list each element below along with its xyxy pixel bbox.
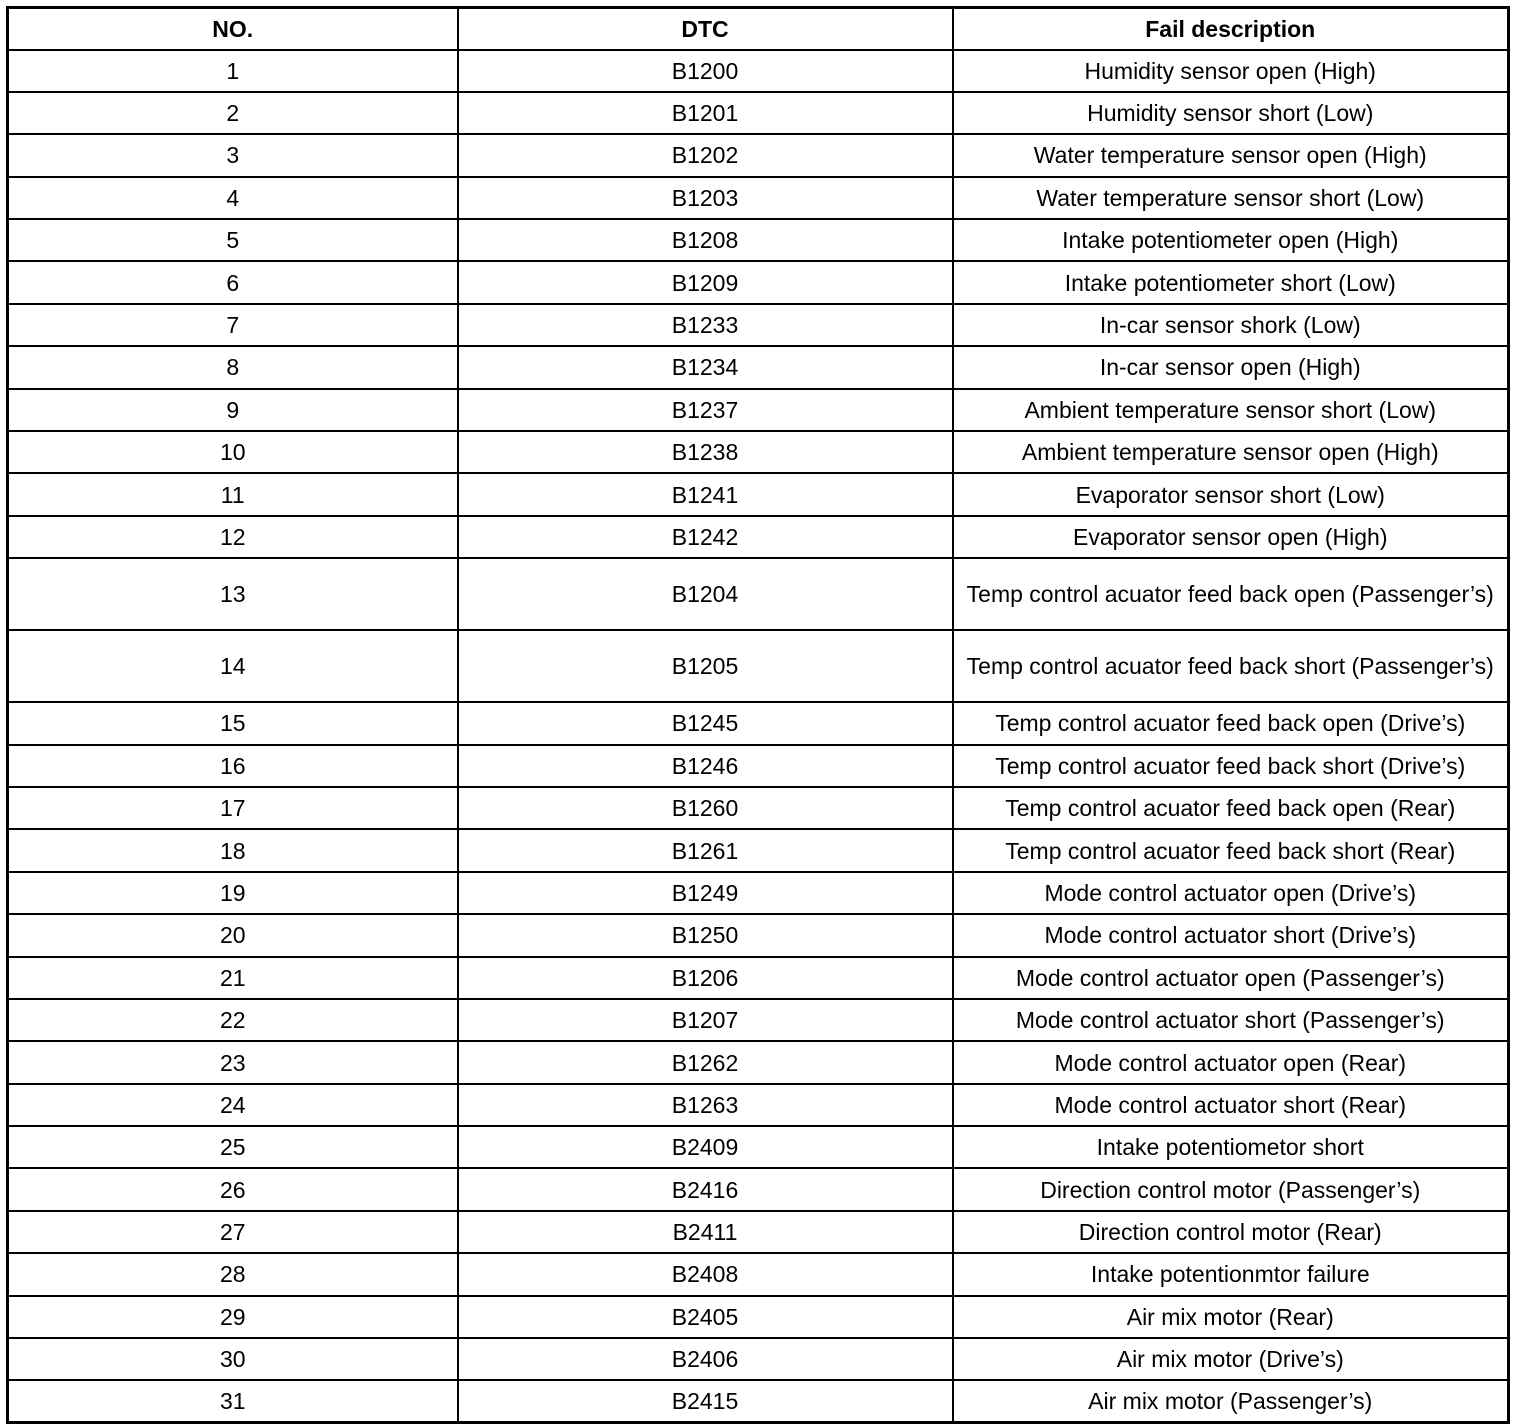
cell-dtc: B1261	[458, 829, 953, 871]
table-row	[8, 1168, 1509, 1210]
cell-dtc: B1237	[458, 389, 953, 431]
cell-fail-description: Air mix motor (Rear)	[953, 1296, 1509, 1338]
cell-fail-description: Intake potentiometer short (Low)	[953, 261, 1509, 303]
cell-no: 10	[8, 431, 458, 473]
cell-no: 11	[8, 473, 458, 515]
cell-dtc: B2408	[458, 1253, 953, 1295]
cell-dtc: B2409	[458, 1126, 953, 1168]
cell-dtc: B1204	[458, 558, 953, 630]
cell-fail-description: Water temperature sensor short (Low)	[953, 177, 1509, 219]
cell-fail-description: In-car sensor shork (Low)	[953, 304, 1509, 346]
cell-no: 28	[8, 1253, 458, 1295]
cell-fail-description: Temp control acuator feed back open (Rear)	[953, 787, 1509, 829]
table-row	[8, 389, 1509, 431]
cell-no: 19	[8, 872, 458, 914]
table-row	[8, 630, 1509, 702]
table-row	[8, 558, 1509, 630]
cell-dtc: B1263	[458, 1084, 953, 1126]
table-row	[8, 745, 1509, 787]
cell-dtc: B1209	[458, 261, 953, 303]
cell-dtc: B2415	[458, 1380, 953, 1422]
cell-dtc: B2405	[458, 1296, 953, 1338]
cell-no: 7	[8, 304, 458, 346]
cell-no: 5	[8, 219, 458, 261]
cell-no: 15	[8, 702, 458, 744]
cell-no: 22	[8, 999, 458, 1041]
cell-dtc: B1250	[458, 914, 953, 956]
cell-no: 25	[8, 1126, 458, 1168]
table-row	[8, 431, 1509, 473]
cell-dtc: B2411	[458, 1211, 953, 1253]
header-dtc: DTC	[458, 8, 953, 50]
cell-fail-description: Temp control acuator feed back short (Passenger’s)	[953, 630, 1509, 702]
cell-no: 17	[8, 787, 458, 829]
cell-fail-description: Mode control actuator short (Drive’s)	[953, 914, 1509, 956]
cell-fail-description: Direction control motor (Passenger’s)	[953, 1168, 1509, 1210]
cell-fail-description: Temp control acuator feed back open (Passenger’s)	[953, 558, 1509, 630]
table-row	[8, 1338, 1509, 1380]
table-body	[8, 50, 1509, 1423]
table-row	[8, 914, 1509, 956]
cell-no: 12	[8, 516, 458, 558]
cell-fail-description: Temp control acuator feed back open (Drive’s)	[953, 702, 1509, 744]
cell-no: 9	[8, 389, 458, 431]
cell-dtc: B1234	[458, 346, 953, 388]
cell-dtc: B1200	[458, 50, 953, 92]
cell-dtc: B1205	[458, 630, 953, 702]
cell-dtc: B1206	[458, 957, 953, 999]
header-no: NO.	[8, 8, 458, 50]
table-row	[8, 1084, 1509, 1126]
cell-fail-description: Temp control acuator feed back short (Drive’s)	[953, 745, 1509, 787]
table-row	[8, 219, 1509, 261]
table-row	[8, 1380, 1509, 1422]
cell-fail-description: Air mix motor (Passenger’s)	[953, 1380, 1509, 1422]
table-row	[8, 1253, 1509, 1295]
cell-dtc: B1238	[458, 431, 953, 473]
cell-dtc: B1207	[458, 999, 953, 1041]
cell-no: 6	[8, 261, 458, 303]
cell-no: 21	[8, 957, 458, 999]
table-row	[8, 872, 1509, 914]
cell-dtc: B1242	[458, 516, 953, 558]
table-row	[8, 346, 1509, 388]
cell-fail-description: Mode control actuator short (Passenger’s)	[953, 999, 1509, 1041]
table-row	[8, 829, 1509, 871]
cell-fail-description: Intake potentionmtor failure	[953, 1253, 1509, 1295]
table-row	[8, 1126, 1509, 1168]
cell-dtc: B1262	[458, 1041, 953, 1083]
cell-fail-description: Water temperature sensor open (High)	[953, 134, 1509, 176]
cell-fail-description: Evaporator sensor short (Low)	[953, 473, 1509, 515]
table-row	[8, 304, 1509, 346]
table-row	[8, 92, 1509, 134]
cell-fail-description: Evaporator sensor open (High)	[953, 516, 1509, 558]
cell-fail-description: Direction control motor (Rear)	[953, 1211, 1509, 1253]
cell-no: 23	[8, 1041, 458, 1083]
cell-no: 31	[8, 1380, 458, 1422]
cell-no: 1	[8, 50, 458, 92]
cell-no: 20	[8, 914, 458, 956]
table-row	[8, 261, 1509, 303]
dtc-table	[6, 6, 1510, 1424]
cell-no: 26	[8, 1168, 458, 1210]
cell-dtc: B1208	[458, 219, 953, 261]
cell-dtc: B1241	[458, 473, 953, 515]
cell-fail-description: Mode control actuator open (Drive’s)	[953, 872, 1509, 914]
table-row	[8, 473, 1509, 515]
cell-no: 13	[8, 558, 458, 630]
cell-no: 4	[8, 177, 458, 219]
cell-dtc: B2416	[458, 1168, 953, 1210]
cell-dtc: B1202	[458, 134, 953, 176]
cell-dtc: B1246	[458, 745, 953, 787]
cell-fail-description: Temp control acuator feed back short (Rear)	[953, 829, 1509, 871]
cell-no: 24	[8, 1084, 458, 1126]
cell-fail-description: Mode control actuator open (Passenger’s)	[953, 957, 1509, 999]
cell-fail-description: Intake potentiometor short	[953, 1126, 1509, 1168]
table-row	[8, 1041, 1509, 1083]
cell-dtc: B1233	[458, 304, 953, 346]
cell-no: 16	[8, 745, 458, 787]
cell-no: 18	[8, 829, 458, 871]
table-row	[8, 134, 1509, 176]
cell-no: 2	[8, 92, 458, 134]
cell-fail-description: Ambient temperature sensor open (High)	[953, 431, 1509, 473]
cell-fail-description: Humidity sensor open (High)	[953, 50, 1509, 92]
table-row	[8, 516, 1509, 558]
table-header-row	[8, 8, 1509, 50]
cell-dtc: B1203	[458, 177, 953, 219]
table-row	[8, 999, 1509, 1041]
header-fail-description: Fail description	[953, 8, 1509, 50]
cell-fail-description: Air mix motor (Drive’s)	[953, 1338, 1509, 1380]
cell-no: 3	[8, 134, 458, 176]
table-row	[8, 177, 1509, 219]
cell-no: 8	[8, 346, 458, 388]
cell-fail-description: Mode control actuator short (Rear)	[953, 1084, 1509, 1126]
cell-fail-description: Ambient temperature sensor short (Low)	[953, 389, 1509, 431]
cell-dtc: B1245	[458, 702, 953, 744]
cell-dtc: B2406	[458, 1338, 953, 1380]
cell-fail-description: Intake potentiometer open (High)	[953, 219, 1509, 261]
cell-fail-description: In-car sensor open (High)	[953, 346, 1509, 388]
cell-dtc: B1201	[458, 92, 953, 134]
table-row	[8, 50, 1509, 92]
table-row	[8, 1211, 1509, 1253]
table-row	[8, 957, 1509, 999]
table-row	[8, 787, 1509, 829]
cell-dtc: B1249	[458, 872, 953, 914]
cell-fail-description: Mode control actuator open (Rear)	[953, 1041, 1509, 1083]
table-row	[8, 1296, 1509, 1338]
cell-dtc: B1260	[458, 787, 953, 829]
table-row	[8, 702, 1509, 744]
cell-no: 14	[8, 630, 458, 702]
cell-fail-description: Humidity sensor short (Low)	[953, 92, 1509, 134]
cell-no: 27	[8, 1211, 458, 1253]
cell-no: 30	[8, 1338, 458, 1380]
cell-no: 29	[8, 1296, 458, 1338]
